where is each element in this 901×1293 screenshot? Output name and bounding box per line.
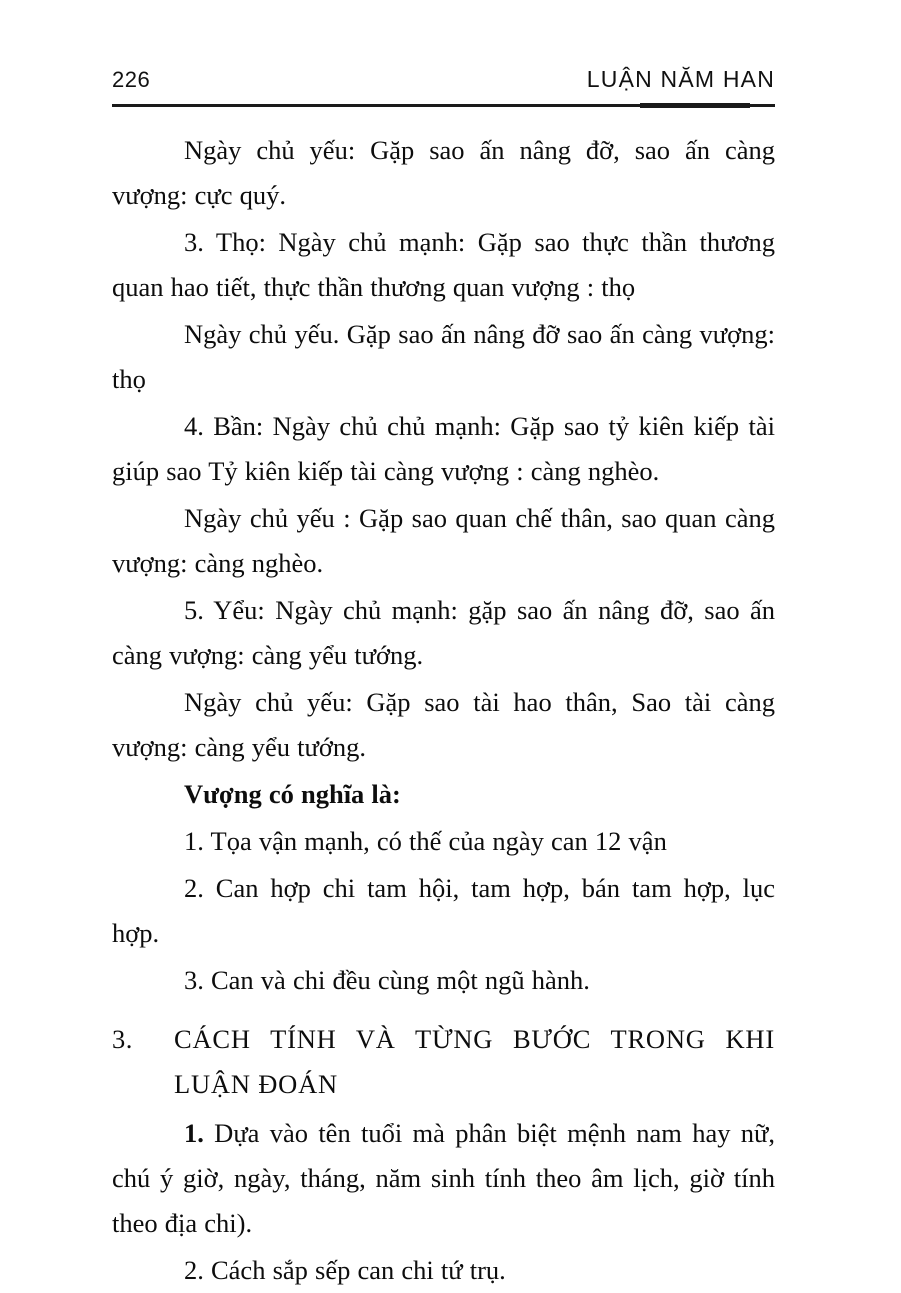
header-rule-accent bbox=[640, 103, 750, 108]
list-item-marker: 2. bbox=[184, 1255, 204, 1285]
section-number: 3. bbox=[112, 1024, 133, 1054]
body-text bbox=[112, 128, 775, 1293]
paragraph: 4. Bần: Ngày chủ chủ mạnh: Gặp sao tỷ kiên kiếp tài giúp sao Tỷ kiên kiếp tài càng vượng : càng nghèo. bbox=[112, 411, 775, 486]
list-item: 1. Tọa vận mạnh, có thế của ngày can 12 vận bbox=[184, 826, 667, 856]
section-title bbox=[174, 1017, 775, 1107]
list-item bbox=[112, 1111, 775, 1246]
list-item: 2. Can hợp chi tam hội, tam hợp, bán tam hợp, lục hợp. bbox=[112, 873, 775, 948]
section-title-line-1: CÁCH TÍNH VÀ TỪNG BƯỚC TRONG KHI bbox=[174, 1024, 775, 1054]
list-item-marker: 1. bbox=[184, 1118, 204, 1148]
paragraph: Ngày chủ yếu: Gặp sao tài hao thân, Sao tài càng vượng: càng yểu tướng. bbox=[112, 687, 775, 762]
list-item-text: Dựa vào tên tuổi mà phân biệt mệnh nam hay nữ, chú ý giờ, ngày, tháng, năm sinh tính theo âm lịch, giờ tính theo địa chi). bbox=[112, 1118, 775, 1238]
paragraph: Ngày chủ yếu : Gặp sao quan chế thân, sao quan càng vượng: càng nghèo. bbox=[112, 503, 775, 578]
paragraph: Ngày chủ yếu: Gặp sao ấn nâng đỡ, sao ấn càng vượng: cực quý. bbox=[112, 135, 775, 210]
list-item: 3. Can và chi đều cùng một ngũ hành. bbox=[184, 965, 590, 995]
running-head bbox=[112, 66, 775, 93]
page-number: 226 bbox=[112, 67, 151, 92]
section-title-line-2: LUẬN ĐOÁN bbox=[174, 1069, 338, 1099]
section-heading bbox=[112, 1017, 775, 1107]
list-item bbox=[112, 1248, 775, 1293]
paragraph: 3. Thọ: Ngày chủ mạnh: Gặp sao thực thần thương quan hao tiết, thực thần thương quan vượng : thọ bbox=[112, 227, 775, 302]
paragraph: 5. Yểu: Ngày chủ mạnh: gặp sao ấn nâng đỡ, sao ấn càng vượng: càng yểu tướng. bbox=[112, 595, 775, 670]
paragraph: Ngày chủ yếu. Gặp sao ấn nâng đỡ sao ấn càng vượng: thọ bbox=[112, 319, 775, 394]
running-title: LUẬN NĂM HAN bbox=[586, 66, 775, 92]
subheading-vuong: Vượng có nghĩa là: bbox=[184, 779, 401, 809]
list-item-text: Cách sắp sếp can chi tứ trụ. bbox=[203, 1255, 506, 1285]
